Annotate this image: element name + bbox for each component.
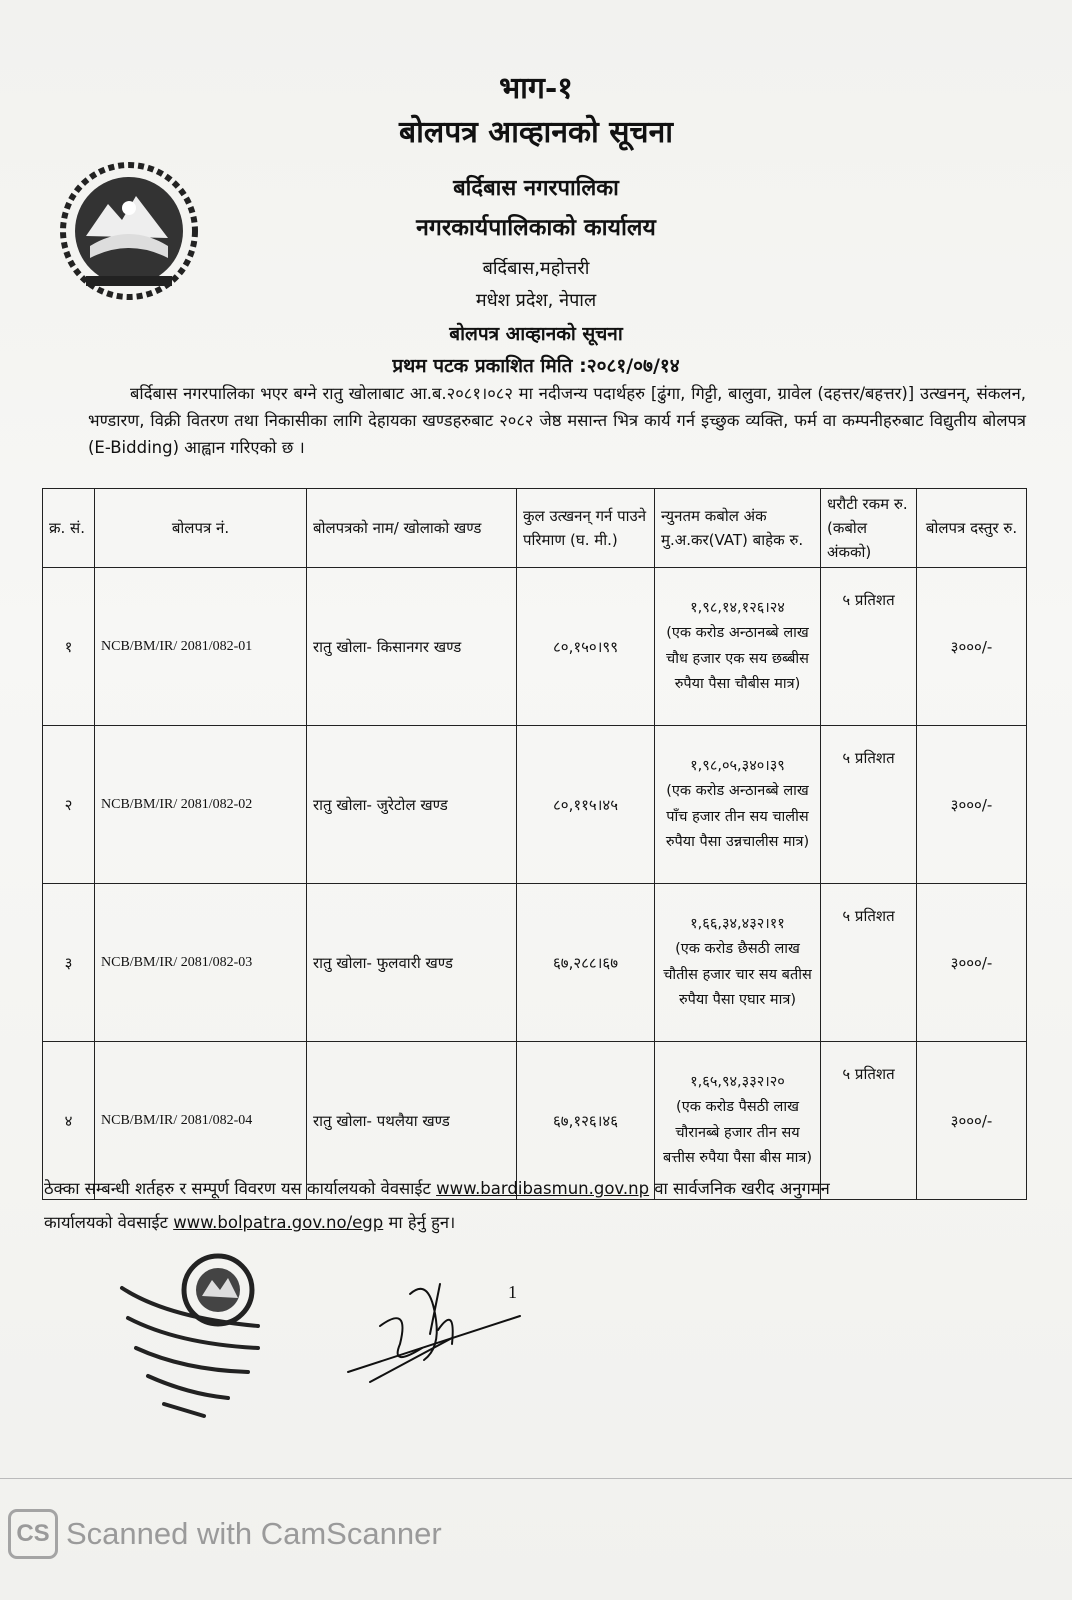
cell-deposit: ५ प्रतिशत [821, 884, 917, 1042]
cell-bid-no: NCB/BM/IR/ 2081/082-01 [95, 568, 307, 726]
page-number: 1 [508, 1282, 517, 1302]
publication-date: प्रथम पटक प्रकाशित मिति :२०८१/०७/१४ [392, 355, 680, 377]
notice-paragraph [88, 380, 1026, 461]
office-stamp-icon [108, 1248, 308, 1428]
cell-sn: ४ [43, 1042, 95, 1200]
minimum-bid-words: (एक करोड अन्ठानब्बे लाख चौध हजार एक सय छब्बीस रुपैया पैसा चौबीस मात्र) [666, 625, 809, 692]
header-fee: बोलपत्र दस्तुर रु. [917, 489, 1027, 568]
table-row [43, 726, 1027, 884]
cell-deposit: ५ प्रतिशत [821, 726, 917, 884]
watermark-text: Scanned with CamScanner [66, 1516, 442, 1551]
cell-quantity: ८०,१५०।९९ [517, 568, 655, 726]
bid-table [42, 488, 1027, 1200]
cell-name: रातु खोला- फुलवारी खण्ड [307, 884, 517, 1042]
cell-deposit: ५ प्रतिशत [821, 1042, 917, 1200]
bolpatra-website-link[interactable]: www.bolpatra.gov.no/egp [173, 1213, 384, 1232]
table-row [43, 884, 1027, 1042]
cell-sn: २ [43, 726, 95, 884]
header-minimum-bid: न्युनतम कबोल अंक मु.अ.कर(VAT) बाहेक रु. [655, 489, 821, 568]
footer-text-4: मा हेर्नु हुन। [388, 1213, 456, 1232]
scanner-watermark [8, 1506, 442, 1562]
municipality-name: बर्दिबास नगरपालिका [453, 176, 619, 201]
notice-subtitle: बोलपत्र आव्हानको सूचना [449, 323, 623, 345]
cell-minimum-bid [655, 568, 821, 726]
cell-fee: ३०००/- [917, 884, 1027, 1042]
cell-name: रातु खोला- जुरेटोल खण्ड [307, 726, 517, 884]
cell-bid-no: NCB/BM/IR/ 2081/082-02 [95, 726, 307, 884]
header-sn: क्र. सं. [43, 489, 95, 568]
footer-text-1: ठेक्का सम्बन्धी शर्तहरु र सम्पूर्ण विवरण यस कार्यालयको वेवसाईट [44, 1179, 431, 1198]
cell-sn: १ [43, 568, 95, 726]
header-deposit: धरौटी रकम रु. (कबोल अंकको) [821, 489, 917, 568]
cell-quantity: ८०,११५।४५ [517, 726, 655, 884]
notice-heading: बोलपत्र आव्हानको सूचना [399, 115, 673, 150]
header-quantity: कुल उत्खनन् गर्न पाउने परिमाण (घ. मी.) [517, 489, 655, 568]
header-name: बोलपत्रको नाम/ खोलाको खण्ड [307, 489, 517, 568]
cell-quantity: ६७,२८८।६७ [517, 884, 655, 1042]
footer-note [44, 1172, 1024, 1240]
footer-text-2: वा सार्वजनिक खरीद अनुगमन [654, 1179, 830, 1198]
cell-quantity: ६७,१२६।४६ [517, 1042, 655, 1200]
minimum-bid-amount: १,६५,९४,३३२।२० [690, 1073, 785, 1090]
cell-bid-no: NCB/BM/IR/ 2081/082-03 [95, 884, 307, 1042]
minimum-bid-amount: १,६६,३४,४३२।११ [690, 915, 785, 932]
table-row [43, 568, 1027, 726]
cell-fee: ३०००/- [917, 1042, 1027, 1200]
cell-name: रातु खोला- किसानगर खण्ड [307, 568, 517, 726]
cell-fee: ३०००/- [917, 568, 1027, 726]
minimum-bid-words: (एक करोड पैसठी लाख चौरानब्बे हजार तीन सय बत्तीस रुपैया पैसा बीस मात्र) [662, 1099, 813, 1166]
part-heading: भाग-१ [499, 71, 573, 106]
cell-minimum-bid [655, 884, 821, 1042]
cell-name: रातु खोला- पथलैया खण्ड [307, 1042, 517, 1200]
cell-sn: ३ [43, 884, 95, 1042]
paragraph-text: बर्दिबास नगरपालिका भएर बग्ने रातु खोलाबाट आ.ब.२०८१।०८२ मा नदीजन्य पदार्थहरु [ढुंगा, गिट्टी, बालुवा, ग्रावेल (दहत्तर/बहत्तर)] उत्खनन्, संकलन, भण्डारण, विक्री वितरण तथा निकासीका लागि देहायका खण्डहरुबाट २०८२ जेष्ठ मसान्त भित्र कार्य गर्न इच्छुक व्यक्ति, फर्म वा कम्पनीहरुबाट विद्युतीय बोलपत्र (E-Bidding) आह्वान गरिएको छ । [88, 384, 1026, 457]
minimum-bid-amount: १,९८,०५,३४०।३९ [690, 757, 785, 774]
header-bid-no: बोलपत्र नं. [95, 489, 307, 568]
cell-minimum-bid [655, 726, 821, 884]
camscanner-logo-icon: CS [8, 1509, 58, 1559]
table-header-row [43, 489, 1027, 568]
office-name: नगरकार्यपालिकाको कार्यालय [416, 215, 656, 241]
minimum-bid-words: (एक करोड छैसठी लाख चौतीस हजार चार सय बतीस रुपैया पैसा एघार मात्र) [663, 941, 812, 1008]
cell-deposit: ५ प्रतिशत [821, 568, 917, 726]
cell-fee: ३०००/- [917, 726, 1027, 884]
divider [0, 1478, 1072, 1479]
address-line-1: बर्दिबास,महोत्तरी [482, 258, 590, 279]
footer-text-3: कार्यालयको वेवसाईट [44, 1213, 168, 1232]
municipality-website-link[interactable]: www.bardibasmun.gov.np [436, 1179, 650, 1198]
minimum-bid-words: (एक करोड अन्ठानब्बे लाख पाँच हजार तीन सय चालीस रुपैया पैसा उन्नचालीस मात्र) [665, 783, 810, 850]
cell-bid-no: NCB/BM/IR/ 2081/082-04 [95, 1042, 307, 1200]
address-line-2: मधेश प्रदेश, नेपाल [475, 290, 597, 311]
minimum-bid-amount: १,९८,१४,१२६।२४ [690, 599, 785, 616]
